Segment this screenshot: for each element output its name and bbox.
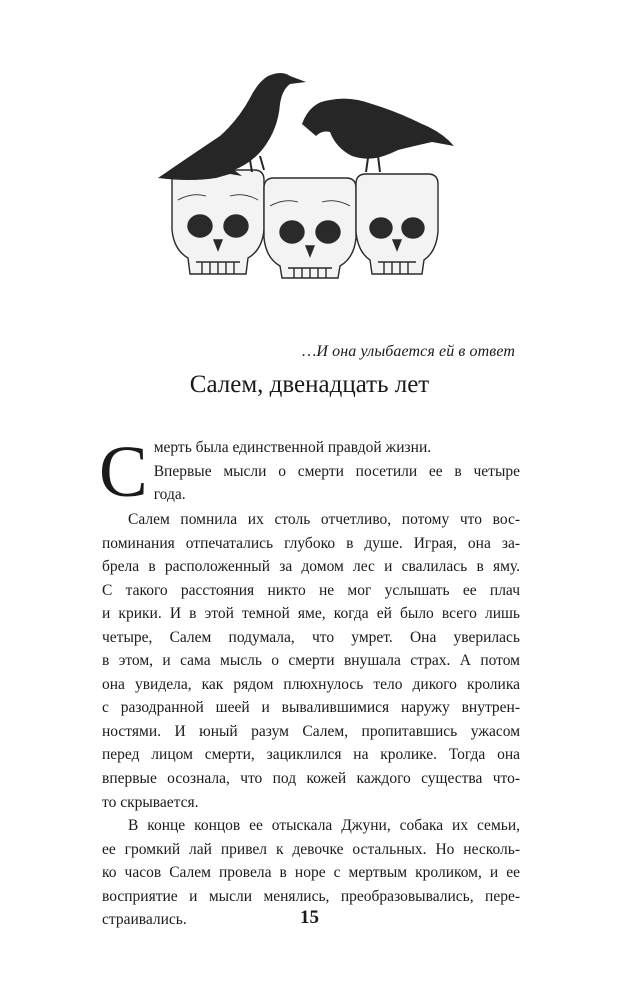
text-line: страивались. xyxy=(102,911,187,929)
ravens-skulls-illustration xyxy=(150,60,470,280)
chapter-body xyxy=(99,431,520,932)
text-line: ностями. И юный разум Салем, пропитавшись ужасом xyxy=(102,722,520,740)
text-line: мерть была единственной правдой жизни. xyxy=(153,439,432,456)
epigraph: …И она улыбается ей в ответ xyxy=(302,343,515,360)
text-line: поминания отпечатались глубоко в душе. Играя, она за- xyxy=(102,534,520,552)
text-line: ко часов Салем провела в норе с мертвым кроликом, и ее xyxy=(102,864,520,882)
text-line: восприятие и мысли менялись, преобразовывались, пере- xyxy=(102,887,520,905)
text-line: Салем помнила их столь отчетливо, потому что вос- xyxy=(128,511,520,528)
text-line: Впервые мысли о смерти посетили ее в четыре xyxy=(153,462,520,480)
text-line: впервые осознала, что под кожей каждого существа что- xyxy=(102,770,520,788)
drop-cap: С xyxy=(99,431,148,512)
text-line: ее громкий лай привел к девочке остальных. Но несколь- xyxy=(102,840,520,858)
text-line: то скрывается. xyxy=(102,793,199,811)
text-line: четыре, Салем подумала, что умрет. Она уверилась xyxy=(102,628,520,646)
text-line: с разодранной шеей и вывалившимися наружу внутрен- xyxy=(102,699,520,717)
text-line: и крики. И в этой темной яме, когда ей было всего лишь xyxy=(102,605,520,623)
skull-right xyxy=(356,174,438,274)
text-line: она увидела, как рядом плюхнулось тело дикого кролика xyxy=(102,675,520,693)
chapter-title: Салем, двенадцать лет xyxy=(189,371,430,398)
skull-left xyxy=(172,170,264,274)
raven-right xyxy=(302,99,454,172)
page-number: 15 xyxy=(300,907,319,928)
raven-left xyxy=(158,73,306,180)
paragraph-3 xyxy=(102,508,520,814)
text-line: в этом, и сама мысль о смерти внушала страх. А потом xyxy=(102,652,520,670)
text-line: года. xyxy=(153,486,186,504)
skull-middle xyxy=(264,178,356,278)
text-line: В конце концов ее отыскала Джуни, собака их семьи, xyxy=(128,817,520,835)
text-line: брела в расположенный за домом лес и свалилась в яму. xyxy=(102,558,520,576)
paragraph-2 xyxy=(102,460,520,507)
text-line: перед лицом смерти, зациклился на кролике. Тогда она xyxy=(102,746,520,764)
text-line: С такого расстояния никто не мог услышать ее плач xyxy=(102,581,520,599)
